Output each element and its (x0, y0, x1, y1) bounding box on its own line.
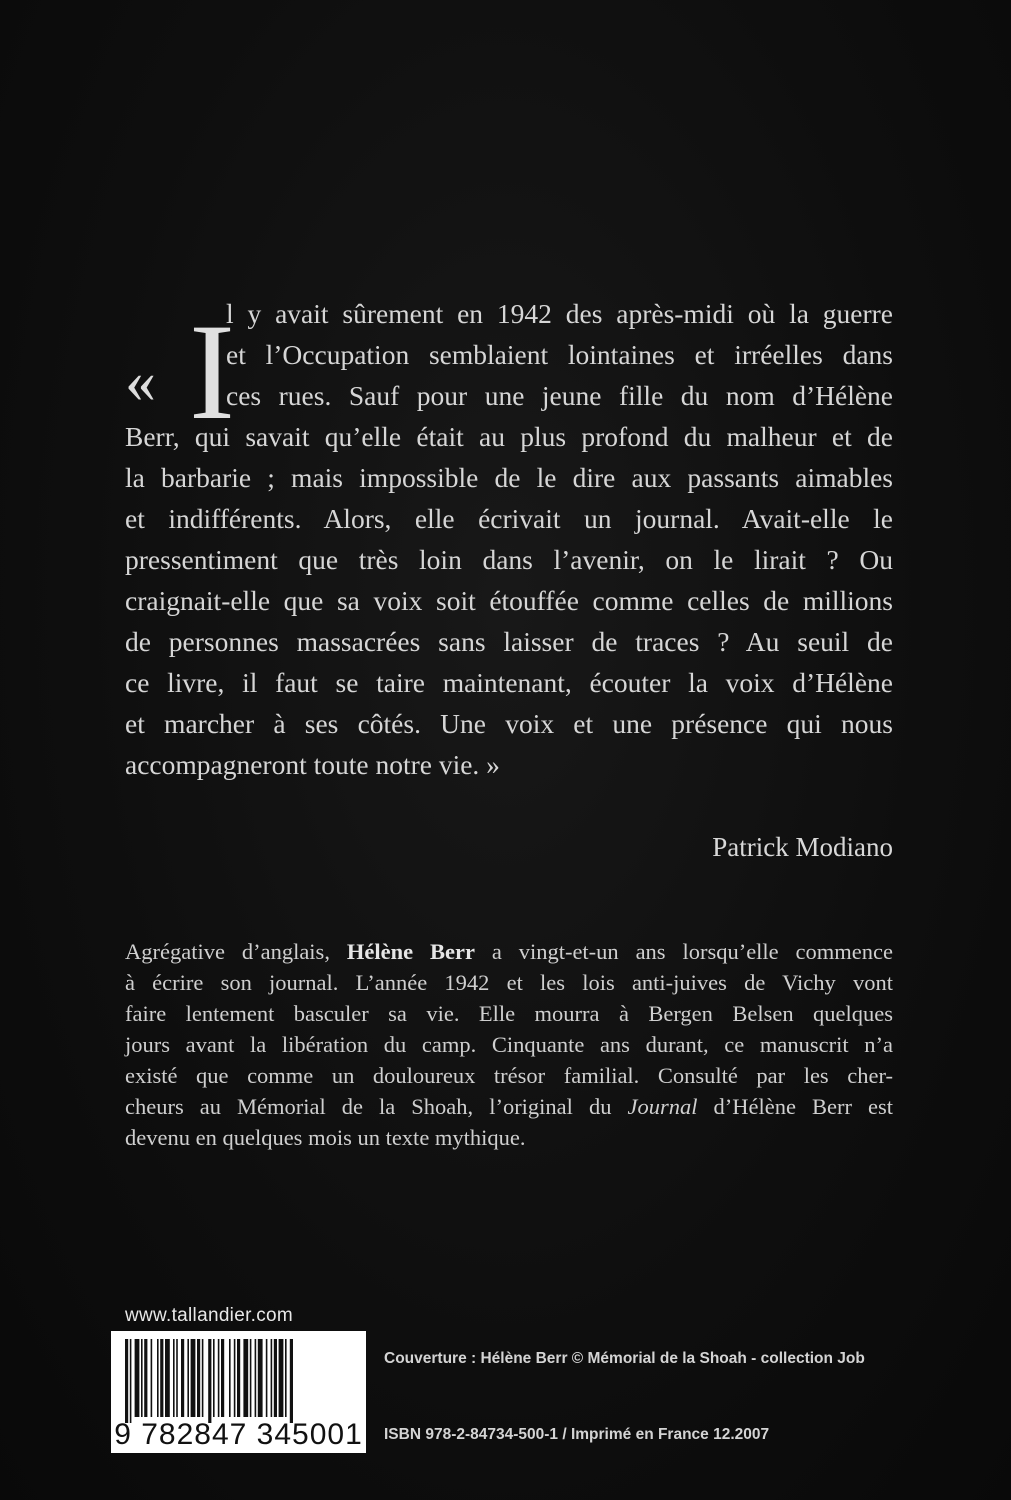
barcode-bar (165, 1339, 170, 1417)
barcode-bar (221, 1339, 224, 1417)
bio-line: devenu en quelques mois un texte mythique. (125, 1125, 526, 1150)
barcode-bar (237, 1339, 240, 1417)
barcode-bar (151, 1339, 153, 1417)
quote-line: craignait-elle que sa voix soit étouffée comme celles de millions (125, 585, 893, 616)
barcode (111, 1331, 366, 1453)
barcode-bar (160, 1339, 163, 1417)
quote-line: accompagneront toute notre vie. » (125, 749, 500, 780)
barcode-bar (135, 1339, 140, 1417)
barcode-bar (290, 1339, 293, 1423)
bio-line: existé que comme un douloureux trésor familial. Consulté par les cher- (125, 1063, 893, 1088)
barcode-bar (197, 1339, 200, 1417)
quote-author: Patrick Modiano (712, 832, 893, 862)
barcode-bar (266, 1339, 268, 1417)
quote-line: et marcher à ses côtés. Une voix et une présence qui nous (125, 708, 893, 739)
opening-guillemet: « (125, 348, 150, 416)
barcode-bar (173, 1339, 175, 1417)
bio-journal-title: Journal (627, 1094, 698, 1119)
quote-text (125, 293, 893, 785)
barcode-bar (285, 1339, 287, 1417)
bio-line (125, 1091, 893, 1122)
quote-line: de personnes massacrées sans laisser de traces ? Au seuil de (125, 626, 893, 657)
barcode-bar (144, 1339, 147, 1417)
quote-line: la barbarie ; mais impossible de le dire aux passants aimables (125, 462, 893, 493)
cover-credit: Couverture : Hélène Berr © Mémorial de la Shoah - collection Job (384, 1350, 865, 1367)
barcode-bar (176, 1339, 178, 1417)
barcode-bar (187, 1339, 189, 1417)
quote-line: pressentiment que très loin dans l’avenir, on le lirait ? Ou (125, 544, 893, 575)
barcode-bar (271, 1339, 273, 1417)
barcode-bar (213, 1339, 215, 1417)
barcode-bar (250, 1339, 252, 1417)
barcode-bar (279, 1339, 284, 1417)
author-bio (125, 936, 893, 1153)
barcode-bar (208, 1339, 211, 1423)
barcode-digits: 9 782847 345001 (114, 1418, 363, 1451)
bio-line (125, 936, 893, 967)
barcode-bar (243, 1339, 248, 1417)
quote-line: ce livre, il faut se taire maintenant, écouter la voix d’Hélène (125, 667, 893, 698)
bio-text: a vingt-et-un ans lorsqu’elle commence (474, 939, 894, 964)
drop-cap: I (189, 295, 235, 448)
barcode-bar (229, 1339, 231, 1417)
bio-text: cheurs au Mémorial de la Shoah, l’original du (125, 1094, 628, 1119)
barcode-bar (258, 1339, 263, 1417)
barcode-bar (274, 1339, 277, 1417)
barcode-bar (130, 1339, 132, 1423)
quote-line: et l’Occupation semblaient lointaines et irréelles dans (226, 339, 893, 370)
quote-line: Berr, qui savait qu’elle était au plus profond du malheur et de (125, 421, 893, 452)
barcode-bar (218, 1339, 220, 1417)
bio-text: d’Hélène Berr est (697, 1094, 893, 1119)
quote-block (125, 293, 893, 785)
publisher-website[interactable]: www.tallandier.com (125, 1305, 294, 1326)
bio-line: faire lentement basculer sa vie. Elle mourra à Bergen Belsen quelques (125, 1001, 893, 1026)
barcode-bar (181, 1339, 184, 1417)
quote-line: l y avait sûrement en 1942 des après-midi où la guerre (226, 298, 893, 329)
bio-line: à écrire son journal. L’année 1942 et les lois anti-juives de Vichy vont (125, 970, 893, 995)
barcode-bar (255, 1339, 257, 1417)
bio-line: jours avant la libération du camp. Cinquante ans durant, ce manuscrit n’a (125, 1032, 893, 1057)
barcode-bar (125, 1339, 128, 1423)
barcode-bar (202, 1339, 204, 1417)
barcode-bar (141, 1339, 143, 1417)
quote-line: ces rues. Sauf pour une jeune fille du nom d’Hélène (226, 380, 893, 411)
bio-text: Agrégative d’anglais, (125, 939, 347, 964)
barcode-bar (157, 1339, 159, 1417)
bio-name: Hélène Berr (346, 939, 475, 964)
quote-line: et indifférents. Alors, elle écrivait un journal. Avait-elle le (125, 503, 893, 534)
barcode-bar (191, 1339, 196, 1417)
isbn-line: ISBN 978-2-84734-500-1 / Imprimé en France 12.2007 (384, 1426, 770, 1443)
barcode-bar (234, 1339, 236, 1417)
